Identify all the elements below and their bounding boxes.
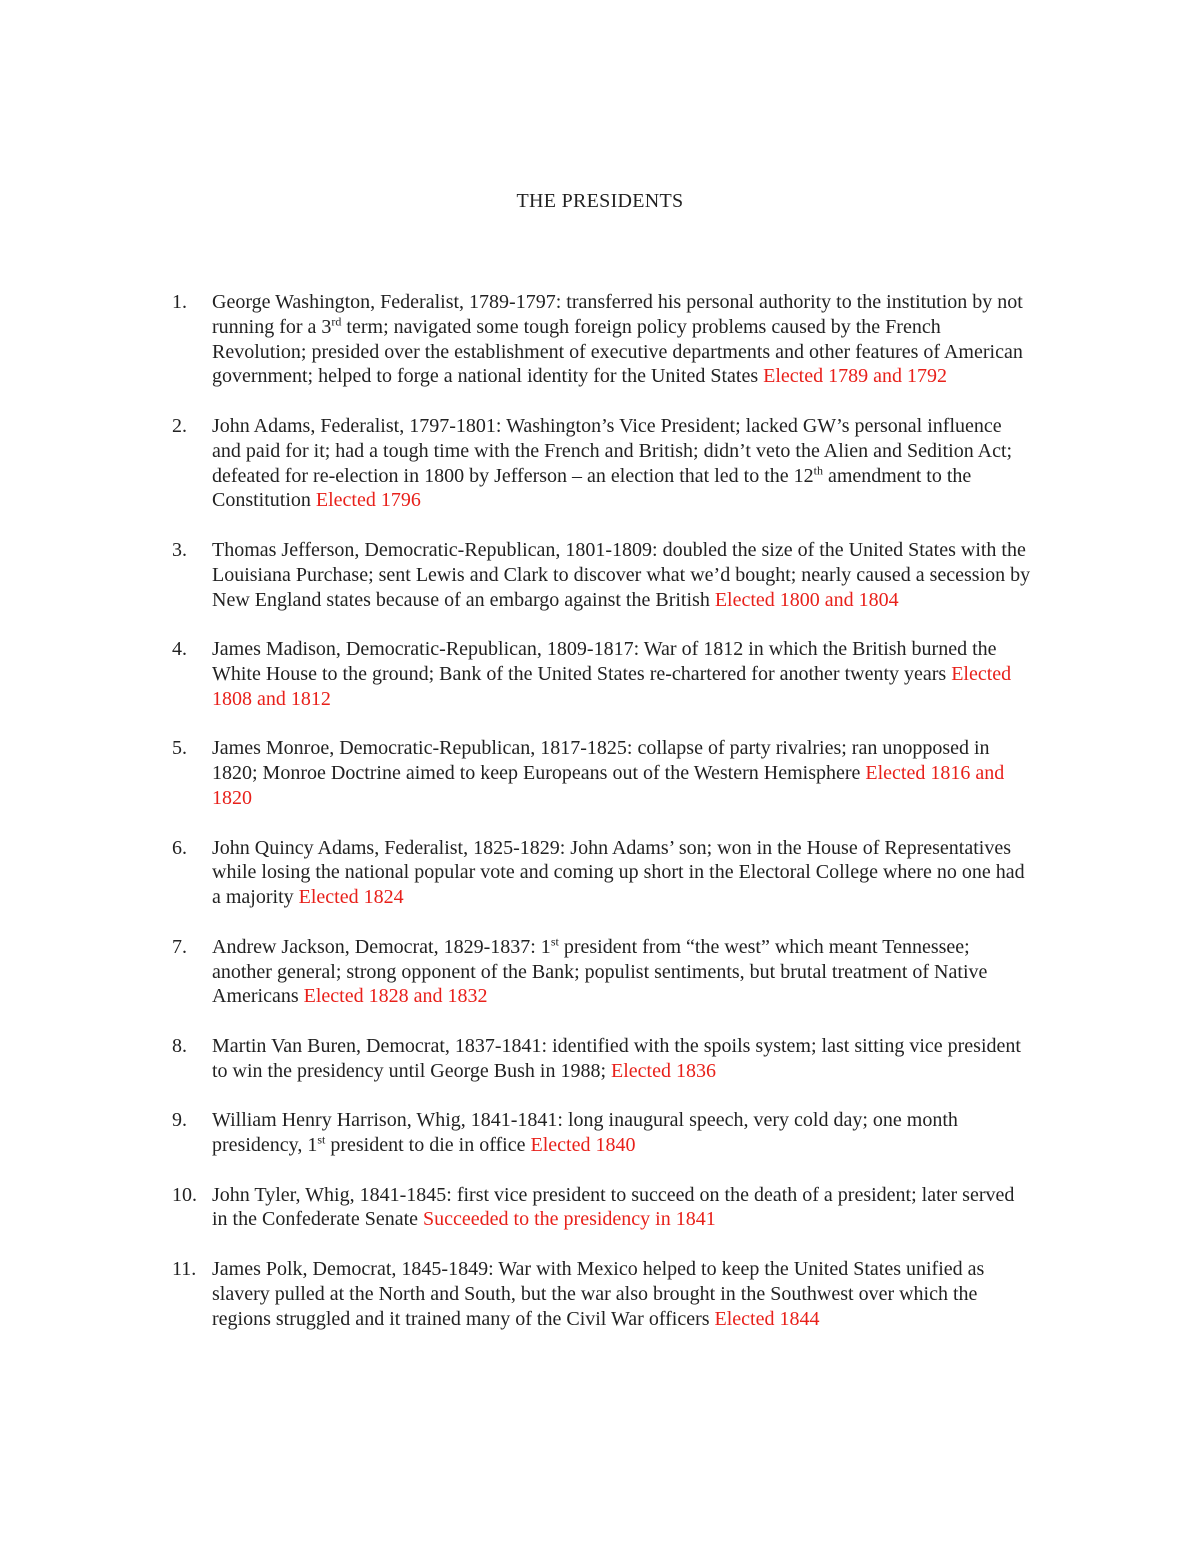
election-note: Elected 1828 and 1832 [303, 985, 488, 1008]
ordinal-suffix: st [550, 934, 559, 949]
text-segment: John Tyler, Whig, 1841-1845: first vice president to succeed on the death of a president; later served in the Confederate Senate [212, 1183, 1015, 1231]
list-item [172, 414, 1032, 513]
item-number: 3. [172, 538, 187, 561]
text-segment: John Quincy Adams, Federalist, 1825-1829: John Adams’ son; won in the House of Representatives while losing the national popular vote and coming up short in the Electoral College where no one had a majority [212, 836, 1025, 909]
election-note: Elected 1800 and 1804 [714, 588, 899, 611]
election-note: Elected 1789 and 1792 [763, 365, 947, 388]
text-segment: president from “the west” which meant Tennessee; another general; strong opponent of the Bank; populist sentiments, but brutal treatment of Native Americans [212, 935, 988, 1008]
item-number: 2. [172, 414, 187, 437]
text-segment: James Madison, Democratic-Republican, 1809-1817: War of 1812 in which the British burned the White House to the ground; Bank of the United States re-chartered for another twenty years [212, 638, 997, 685]
election-note: Elected 1840 [530, 1134, 636, 1157]
election-note: Succeeded to the presidency in 1841 [423, 1208, 716, 1231]
list-item [172, 836, 1032, 910]
page-title: THE PRESIDENTS [516, 190, 684, 212]
item-number: 5. [172, 737, 187, 760]
text-segment: James Monroe, Democratic-Republican, 1817-1825: collapse of party rivalries; ran unopposed in 1820; Monroe Doctrine aimed to keep Europeans out of the Western Hemisphere [212, 737, 990, 785]
list-item [172, 935, 1032, 1009]
item-text [212, 415, 1012, 511]
election-note: Elected 1844 [714, 1307, 820, 1330]
item-text [212, 936, 987, 1008]
item-text [212, 539, 1030, 611]
election-note: Elected 1808 and 1812 [212, 662, 1012, 710]
list-item [172, 637, 1032, 711]
item-number: 1. [172, 291, 187, 313]
text-segment: William Henry Harrison, Whig, 1841-1841: long inaugural speech, very cold day; one month presidency, 1 [212, 1109, 958, 1157]
election-note: Elected 1816 and 1820 [212, 762, 1005, 809]
text-segment: term; navigated some tough foreign policy problems caused by the French Revolution; presided over the establishment of executive departments and other features of American government; helped to forge a national identity for the United States [212, 315, 1023, 388]
list-item [172, 290, 1032, 389]
item-number: 8. [172, 1034, 187, 1057]
text-segment: amendment to the Constitution [212, 464, 972, 512]
item-text [212, 1258, 984, 1330]
list-item [172, 736, 1032, 810]
ordinal-suffix: st [317, 1132, 326, 1147]
text-segment: Thomas Jefferson, Democratic-Republican, 1801-1809: doubled the size of the United States with the Louisiana Purchase; sent Lewis and Clark to discover what we’d bought; nearly caused a secession by New England states because of an embargo against the British [212, 538, 1031, 611]
item-text [212, 1109, 958, 1156]
item-text [212, 1035, 1021, 1082]
text-segment: George Washington, Federalist, 1789-1797: transferred his personal authority to the institution by not running for a 3 [212, 291, 1023, 338]
item-text [212, 737, 1004, 809]
item-number: 10. [172, 1183, 197, 1206]
item-text [212, 837, 1025, 909]
list-item [172, 538, 1032, 612]
item-text [212, 638, 1011, 710]
item-number: 9. [172, 1109, 187, 1132]
ordinal-suffix: rd [331, 314, 342, 329]
text-segment: James Polk, Democrat, 1845-1849: War with Mexico helped to keep the United States unified as slavery pulled at the North and South, but the war also brought in the Southwest over which the regions struggled and it trained many of the Civil War officers [212, 1258, 985, 1330]
text-segment: Andrew Jackson, Democrat, 1829-1837: 1 [212, 935, 551, 958]
item-number: 7. [172, 935, 187, 958]
item-text [212, 291, 1023, 387]
election-note: Elected 1836 [611, 1059, 716, 1082]
item-text [212, 1184, 1014, 1231]
election-note: Elected 1824 [298, 886, 404, 909]
list-item [172, 1183, 1032, 1233]
list-item [172, 1108, 1032, 1158]
list-item [172, 1034, 1032, 1084]
item-number: 4. [172, 638, 187, 661]
text-segment: president to die in office [325, 1134, 531, 1157]
text-segment: Martin Van Buren, Democrat, 1837-1841: identified with the spoils system; last sitting vice president to win the presidency until George Bush in 1988; [212, 1034, 1021, 1082]
text-segment: John Adams, Federalist, 1797-1801: Washington’s Vice President; lacked GW’s personal influence and paid for it; had a tough time with the French and British; didn’t veto the Alien and Sedition Act; defeated for re-election in 1800 by Jefferson – an election that led to the 12 [212, 414, 1013, 487]
election-note: Elected 1796 [315, 489, 421, 512]
ordinal-suffix: th [813, 462, 823, 477]
item-number: 6. [172, 836, 187, 859]
item-number: 11. [172, 1258, 197, 1281]
list-item [172, 1257, 1032, 1331]
presidents-list [172, 290, 1032, 1356]
